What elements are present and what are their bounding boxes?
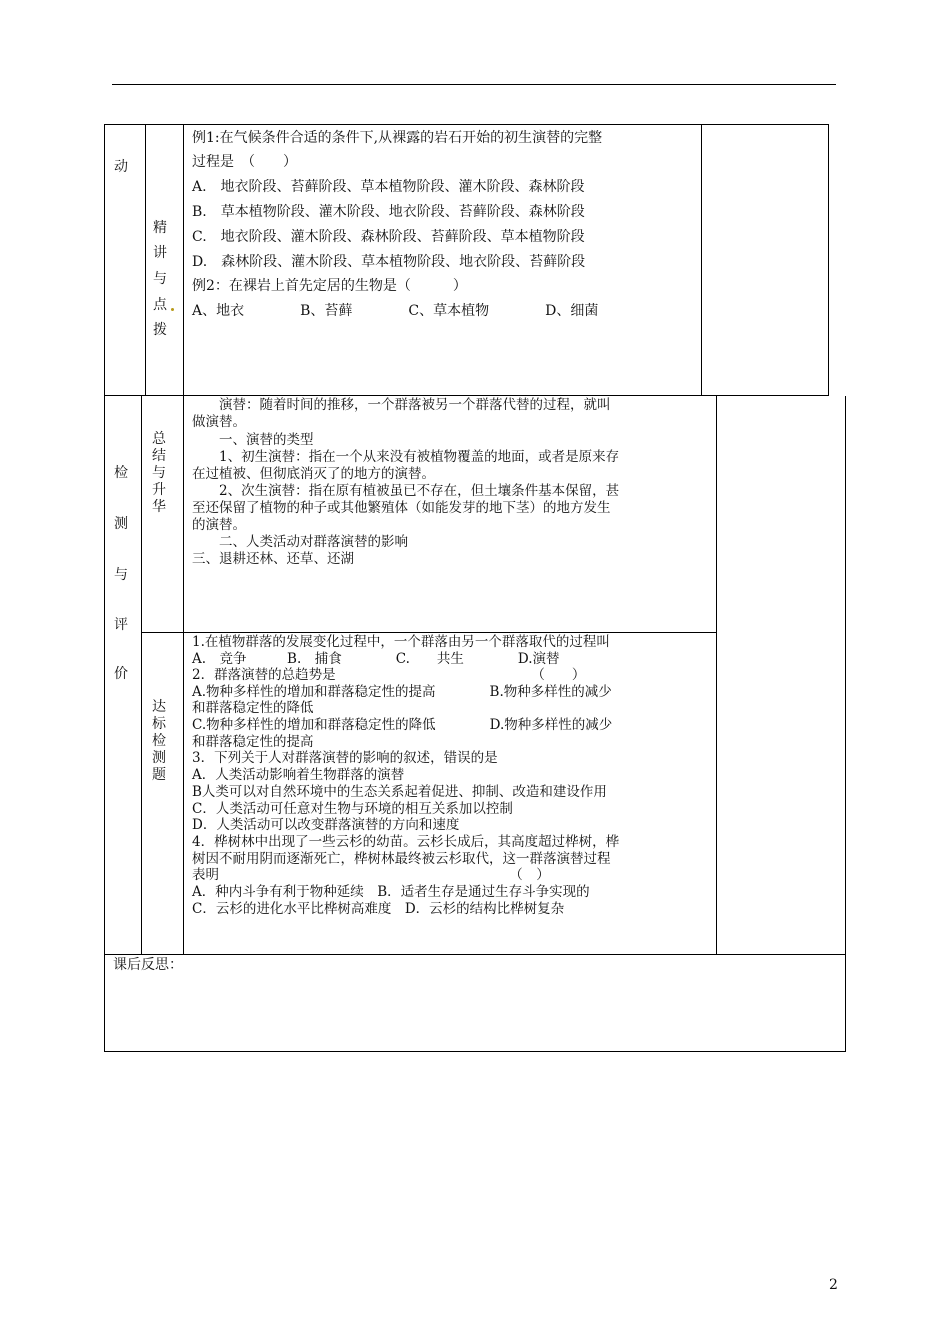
section2-right-border: [845, 396, 846, 954]
q3-option-b: B人类可以对自然环境中的生态关系起着促进、抑制、改造和建设作用: [192, 784, 607, 800]
q4-stem: 4．桦树林中出现了一些云杉的幼苗。云杉长成后，其高度超过桦树，桦: [192, 834, 620, 850]
example2-options: A、地衣 B、苔藓 C、草本植物 D、细菌: [192, 303, 599, 319]
q2-option-cd-cont: 和群落稳定性的提高: [192, 734, 314, 750]
q3-option-d: D．人类活动可以改变群落演替的方向和速度: [192, 817, 460, 833]
page-number: 2: [829, 1277, 838, 1293]
section1-divider-1: [145, 124, 146, 396]
example1-option-a: A. 地衣阶段、苔藓阶段、草本植物阶段、灌木阶段、森林阶段: [192, 179, 585, 195]
reflection-box: [104, 954, 846, 1052]
marker-dot: [171, 308, 174, 311]
q3-stem: 3．下列关于人对群落演替的影响的叙述，错误的是: [192, 750, 498, 766]
example1-question: 例1:在气候条件合适的条件下,从裸露的岩石开始的初生演替的完整: [192, 130, 603, 146]
section2-left-border: [104, 396, 105, 954]
section2-divider-1: [141, 396, 142, 954]
section2-divider-2: [183, 396, 184, 954]
q1-stem: 1.在植物群落的发展变化过程中，一个群落由另一个群落取代的过程叫: [192, 634, 610, 650]
reflection-label: 课后反思：: [113, 957, 183, 973]
q2-stem: 2．群落演替的总趋势是 （ ）: [192, 667, 586, 683]
section1-col1-label: 动: [114, 159, 128, 175]
section2-divider-3: [716, 396, 717, 954]
q4-option-ab: A．种内斗争有利于物种延续 B．适者生存是通过生存斗争实现的: [192, 884, 590, 900]
q3-option-a: A．人类活动影响着生物群落的演替: [192, 767, 405, 783]
q4-option-cd: C．云杉的进化水平比桦树高难度 D．云杉的结构比桦树复杂: [192, 901, 565, 917]
header-rule: [112, 84, 836, 85]
example1-question-cont: 过程是 （ ）: [192, 154, 297, 170]
example1-option-d: D. 森林阶段、灌木阶段、草本植物阶段、地衣阶段、苔藓阶段: [192, 254, 586, 270]
q2-option-ab-cont: 和群落稳定性的降低: [192, 700, 314, 716]
example2-question: 例2：在裸岩上首先定居的生物是（ ）: [192, 278, 467, 294]
example1-option-c: C. 地衣阶段、灌木阶段、森林阶段、苔藓阶段、草本植物阶段: [192, 229, 585, 245]
q2-option-cd: C.物种多样性的增加和群落稳定性的降低 D.物种多样性的减少: [192, 717, 613, 733]
q3-option-c: C．人类活动可任意对生物与环境的相互关系加以控制: [192, 801, 513, 817]
section1-divider-2: [183, 124, 184, 396]
example1-option-b: B. 草本植物阶段、灌木阶段、地衣阶段、苔藓阶段、森林阶段: [192, 204, 585, 220]
section2-mid-rule: [141, 632, 716, 633]
section1-divider-3: [701, 124, 702, 396]
q4-stem-cont: 树因不耐用阴而逐渐死亡，桦树林最终被云杉取代，这一群落演替过程: [192, 851, 611, 867]
q1-options: A. 竞争 B. 捕食 C. 共生 D.演替: [192, 651, 560, 667]
q4-stem-end: 表明 （ ）: [192, 867, 550, 883]
q2-option-ab: A.物种多样性的增加和群落稳定性的提高 B.物种多样性的减少: [192, 684, 612, 700]
